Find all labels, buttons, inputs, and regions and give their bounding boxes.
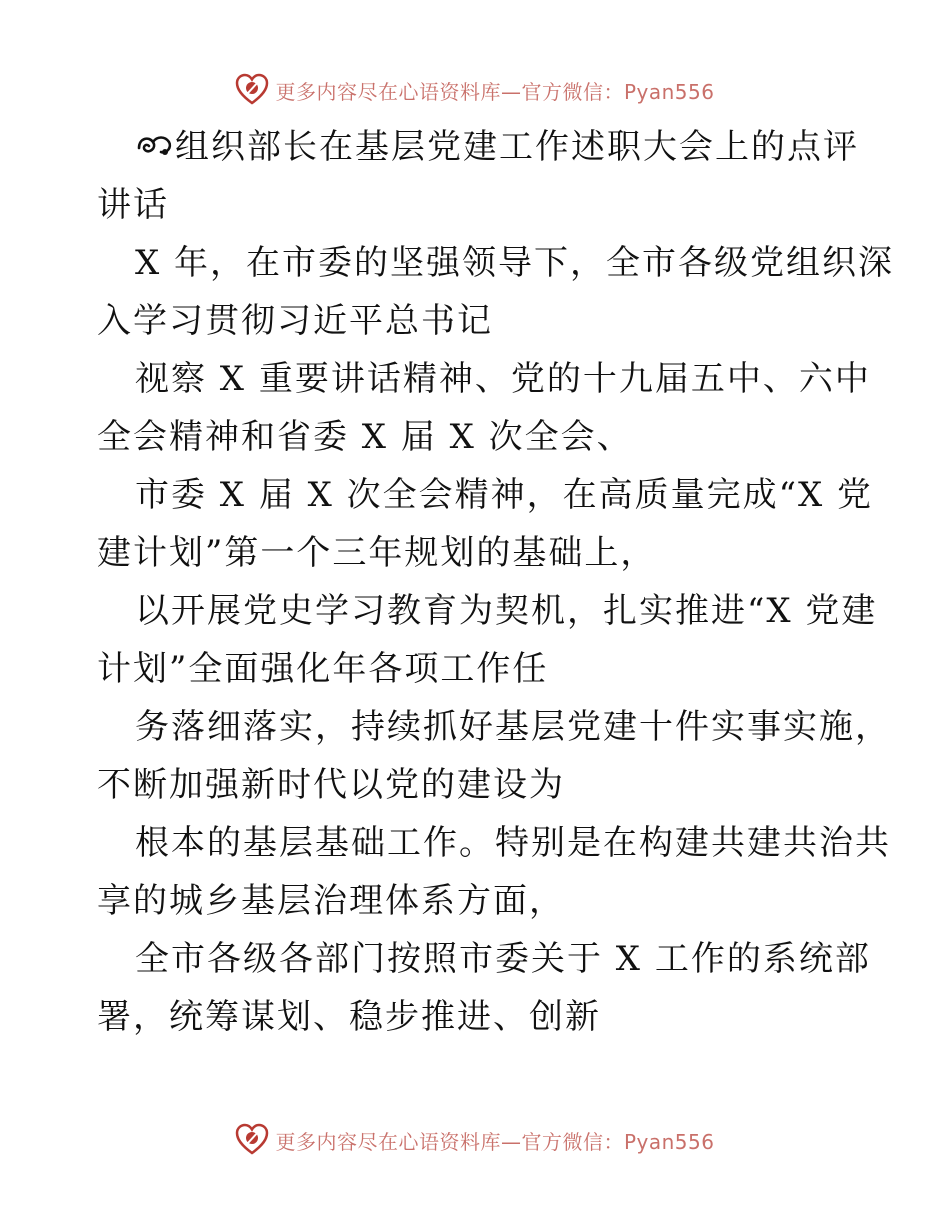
paragraph xyxy=(97,582,878,698)
paragraph xyxy=(97,698,891,814)
paragraph-line: 不断加强新时代以党的建设为 xyxy=(97,765,565,805)
title-line: 讲话 xyxy=(97,185,169,225)
paragraph-line: 市委 X 届 X 次全会精神，在高质量完成“X 党 xyxy=(135,475,874,515)
paragraph-line: 入学习贯彻习近平总书记 xyxy=(97,301,493,341)
paragraph-line: 享的城乡基层治理体系方面， xyxy=(97,881,565,921)
swirl-bullet-icon xyxy=(135,128,175,162)
paragraph-line: 建计划”第一个三年规划的基础上， xyxy=(97,533,657,573)
watermark-text: 更多内容尽在心语资料库—官方微信：Pyan556 xyxy=(275,79,715,104)
paragraph xyxy=(97,466,874,582)
paragraph xyxy=(97,350,871,466)
paragraph-line: 视察 X 重要讲话精神、党的十九届五中、六中 xyxy=(135,359,871,399)
paragraph-line: 全市各级各部门按照市委关于 X 工作的系统部 xyxy=(135,939,871,979)
paragraph-line: 计划”全面强化年各项工作任 xyxy=(97,649,549,689)
paragraph xyxy=(97,814,891,930)
header-watermark xyxy=(0,70,950,110)
document-body xyxy=(97,118,895,1046)
title-line: 组织部长在基层党建工作述职大会上的点评 xyxy=(97,118,857,176)
paragraph-line: 根本的基层基础工作。特别是在构建共建共治共 xyxy=(135,823,891,863)
paragraph-line: X 年，在市委的坚强领导下，全市各级党组织深 xyxy=(135,243,895,283)
paragraph-line: 以开展党史学习教育为契机，扎实推进“X 党建 xyxy=(135,591,878,631)
paragraph-line: 全会精神和省委 X 届 X 次全会、 xyxy=(97,417,633,457)
footer-watermark xyxy=(0,1120,950,1160)
watermark-text: 更多内容尽在心语资料库—官方微信：Pyan556 xyxy=(275,1129,715,1154)
heart-pen-logo-icon xyxy=(235,73,269,107)
paragraph xyxy=(97,930,871,1046)
paragraph-line: 署，统筹谋划、稳步推进、创新 xyxy=(97,997,601,1037)
document-title xyxy=(97,118,857,234)
heart-pen-logo-icon xyxy=(235,1123,269,1157)
paragraph-line: 务落细落实，持续抓好基层党建十件实事实施， xyxy=(135,707,891,747)
paragraph xyxy=(97,234,895,350)
